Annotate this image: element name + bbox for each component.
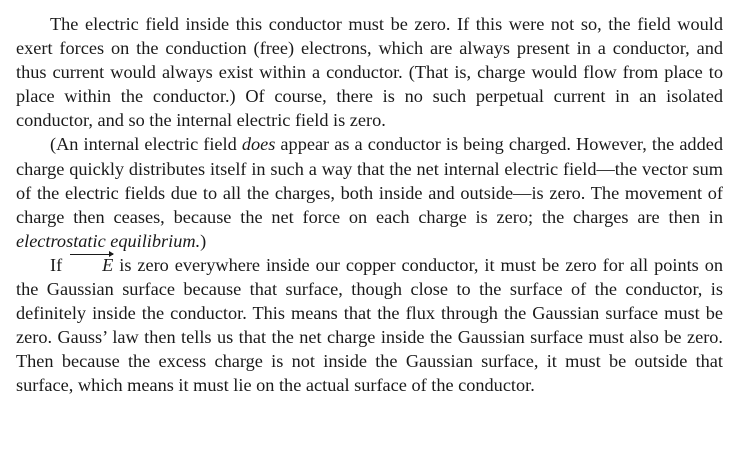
paragraph-3-text-start: If bbox=[50, 254, 69, 275]
paragraph-3-text-rest: is zero everywhere inside our copper conductor, it must be zero for all points on the Gaussian surface because that surface, though close to the surface of the conductor, is definitely inside the conductor. This means that the flux through the Gaussian surface must be zero. Gauss’ law then tells us that the net charge inside the Gaussian surface must also be zero. Then because the excess charge is not inside the Gaussian surface, it must be outside that surface, which means it must lie on the actual surface of the conductor. bbox=[16, 254, 723, 396]
emphasis-electrostatic-equilibrium: electrostatic equilibrium. bbox=[16, 230, 201, 251]
paragraph-gaussian-surface bbox=[16, 253, 723, 398]
paragraph-2-text-start: (An internal electric field bbox=[50, 134, 242, 155]
emphasis-does: does bbox=[241, 134, 276, 155]
paragraph-charging-note bbox=[16, 132, 723, 252]
paragraph-2-text-end: ) bbox=[200, 230, 207, 251]
paragraph-conductor-field-zero bbox=[16, 12, 723, 132]
document-body bbox=[16, 12, 723, 398]
vector-e-symbol: E bbox=[68, 253, 113, 277]
paragraph-1-text: The electric field inside this conductor must be zero. If this were not so, the field would exert forces on the conduction (free) electrons, which are always present in a conductor, and thus current would always exist within a conductor. (That is, charge would flow from place to place within the conductor.) Of course, there is no such perpetual current in an isolated conductor, and so the internal electric field is zero. bbox=[16, 14, 723, 131]
paragraph-2-text-middle: appear as a conductor is being charged. However, the added charge quickly distributes itself in such a way that the net internal electric field—the vector sum of the electric fields due to all the charges, both inside and outside—is zero. The movement of charge then ceases, because the net force on each charge is zero; the charges are then in bbox=[16, 134, 723, 227]
